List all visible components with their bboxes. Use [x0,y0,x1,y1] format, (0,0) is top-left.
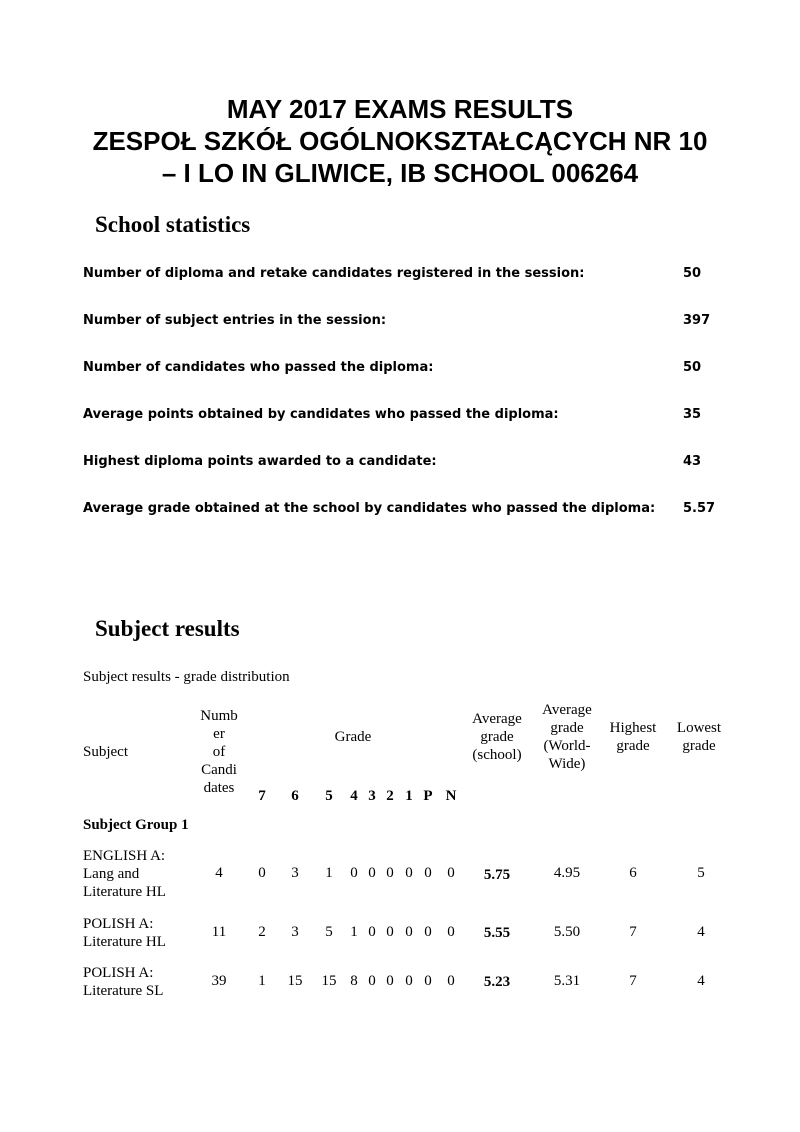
grade-count: 0 [447,973,455,989]
row-subject: POLISH A: Literature HL [83,916,166,950]
grade-count: 1 [325,865,333,881]
grade-count: 1 [258,973,266,989]
stat-label: Average grade obtained at the school by candidates who passed the diploma: [83,501,656,516]
stat-value: 50 [683,360,702,375]
stat-value: 50 [683,266,702,281]
grade-count: 0 [386,865,394,881]
column-header-candidates: Numb er of Candi dates [200,708,238,796]
grade-count: 0 [447,865,455,881]
stat-label: Highest diploma points awarded to a candidate: [83,454,437,469]
stat-label: Average points obtained by candidates who passed the diploma: [83,407,559,422]
row-highest: 7 [629,973,637,989]
grade-count: 5 [325,924,333,940]
column-header-grade: Grade [334,729,372,745]
row-avg-school: 5.75 [483,867,511,883]
stat-label: Number of subject entries in the session: [83,313,387,328]
grade-header: 2 [386,788,394,804]
grade-count: 3 [291,865,299,881]
table-caption: Subject results - grade distribution [83,669,290,685]
grade-count: 0 [405,924,413,940]
column-header-avg-school: Average grade (school) [472,711,522,763]
row-avg-world: 5.31 [553,973,581,989]
column-header-highest: Highest grade [609,720,657,754]
grade-count: 0 [368,924,376,940]
stat-label: Number of candidates who passed the diploma: [83,360,434,375]
grade-header: P [423,788,433,804]
grade-count: 2 [258,924,266,940]
grade-header: N [445,788,457,804]
row-highest: 7 [629,924,637,940]
grade-header: 7 [258,788,266,804]
row-avg-school: 5.23 [483,974,511,990]
grade-count: 0 [405,973,413,989]
subject-group-label: Subject Group 1 [83,817,189,833]
grade-count: 8 [350,973,358,989]
grade-count: 0 [350,865,358,881]
grade-count: 0 [258,865,266,881]
row-lowest: 4 [697,924,705,940]
grade-count: 0 [368,973,376,989]
grade-header: 4 [350,788,358,804]
grade-count: 0 [386,924,394,940]
row-avg-school: 5.55 [483,925,511,941]
grade-count: 0 [447,924,455,940]
row-candidates: 39 [211,973,227,989]
grade-count: 0 [405,865,413,881]
stat-label: Number of diploma and retake candidates registered in the session: [83,266,585,281]
row-lowest: 5 [697,865,705,881]
stat-value: 35 [683,407,702,422]
page-title-line-3: – I LO IN GLIWICE, IB SCHOOL 006264 [161,158,639,188]
page-title-line-2: ZESPOŁ SZKÓŁ OGÓLNOKSZTAŁCĄCYCH NR 10 [92,126,708,156]
grade-count: 1 [350,924,358,940]
grade-count: 3 [291,924,299,940]
row-subject: ENGLISH A: Lang and Literature HL [83,848,166,900]
grade-count: 15 [287,973,303,989]
row-highest: 6 [629,865,637,881]
grade-count: 0 [386,973,394,989]
column-header-subject: Subject [83,744,128,760]
grade-count: 0 [424,973,432,989]
grade-count: 0 [424,865,432,881]
stat-value: 43 [683,454,702,469]
grade-header: 5 [325,788,333,804]
row-candidates: 11 [211,924,227,940]
grade-header: 1 [405,788,413,804]
column-header-avg-world: Average grade (World- Wide) [542,702,592,772]
grade-count: 0 [368,865,376,881]
subject-results-heading: Subject results [95,616,240,641]
school-statistics-heading: School statistics [95,212,251,237]
row-candidates: 4 [215,865,223,881]
page-title-line-1: MAY 2017 EXAMS RESULTS [226,94,574,124]
row-subject: POLISH A: Literature SL [83,965,164,999]
stat-value: 5.57 [683,501,716,516]
grade-count: 0 [424,924,432,940]
row-avg-world: 5.50 [553,924,581,940]
column-header-lowest: Lowest grade [676,720,722,754]
grade-count: 15 [321,973,337,989]
row-lowest: 4 [697,973,705,989]
grade-header: 6 [291,788,299,804]
row-avg-world: 4.95 [553,865,581,881]
grade-header: 3 [368,788,376,804]
stat-value: 397 [683,313,711,328]
